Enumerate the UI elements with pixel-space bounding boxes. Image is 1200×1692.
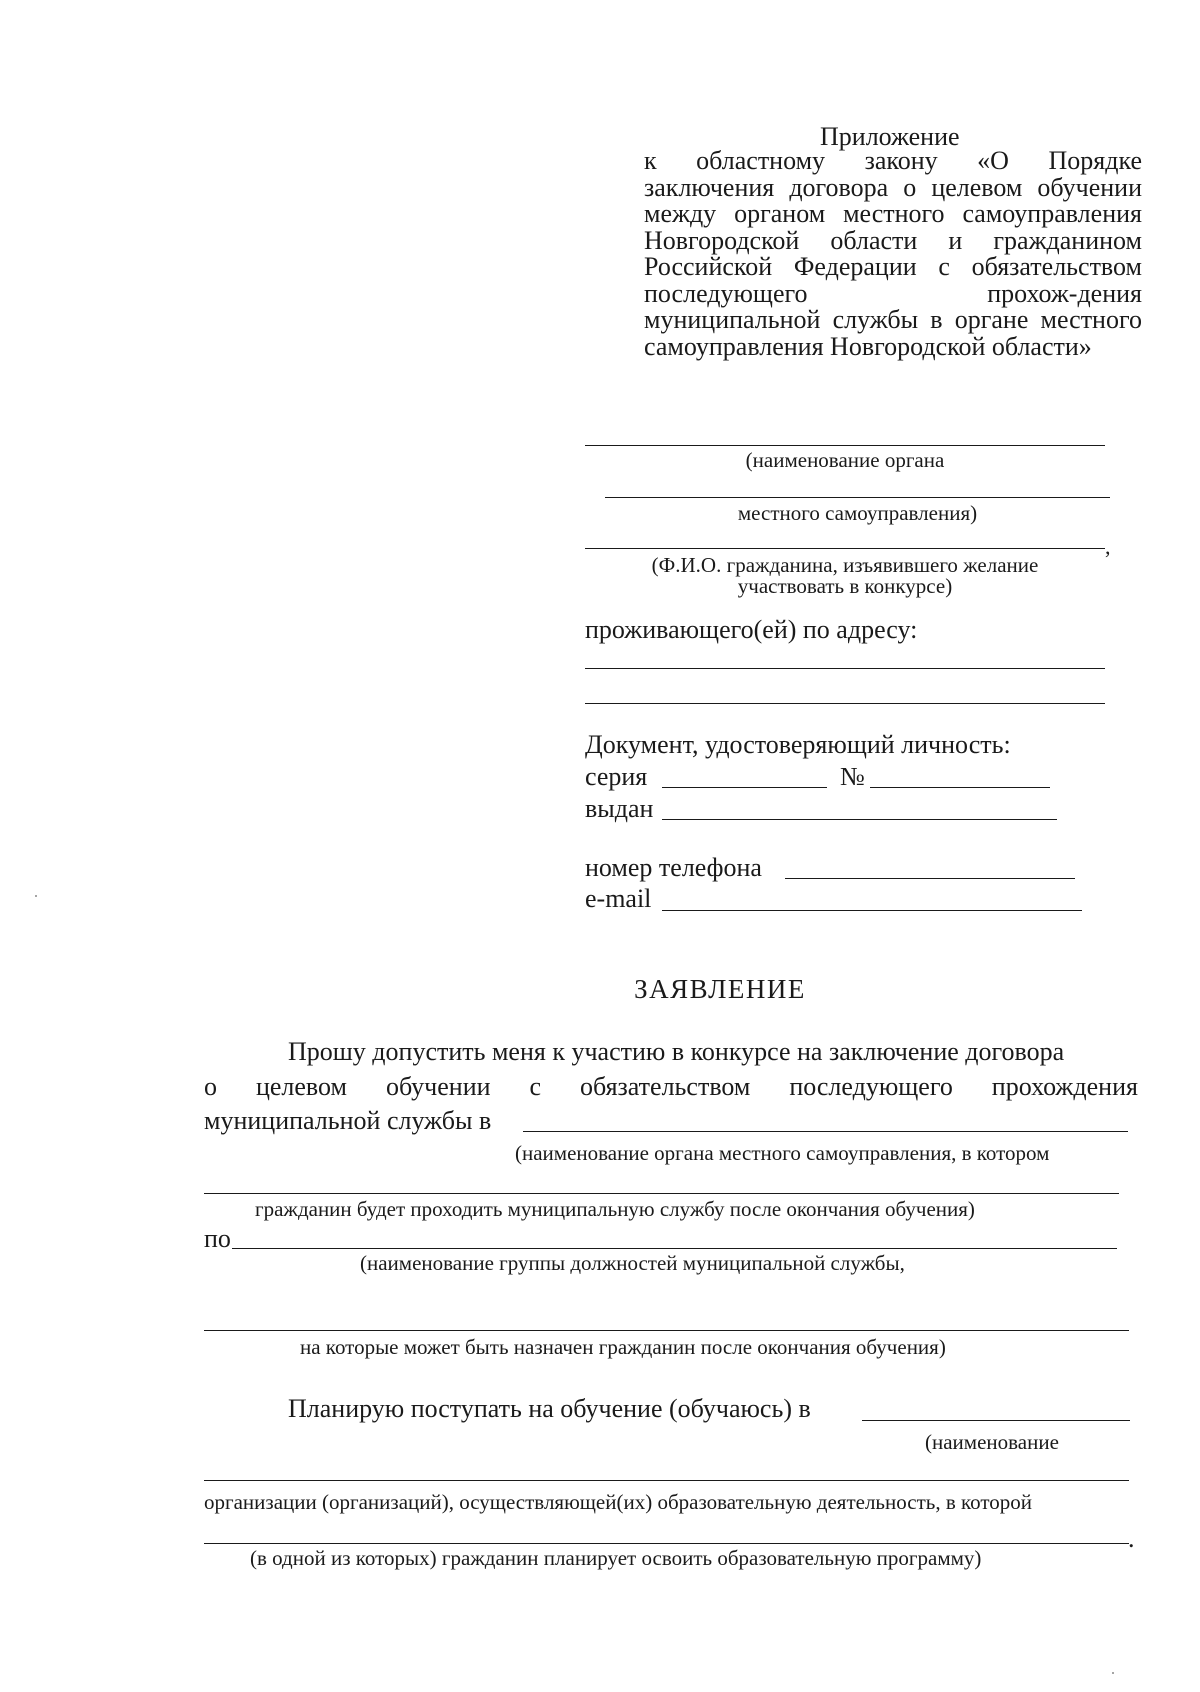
statement-p1-line3: муниципальной службы в bbox=[204, 1106, 492, 1135]
group-caption-1: (наименование группы должностей муниципальной службы, bbox=[360, 1251, 905, 1275]
org-caption-2: гражданин будет проходить муниципальную службу после окончания обучения) bbox=[255, 1197, 975, 1221]
body-name-caption-2: местного самоуправления) bbox=[737, 501, 978, 525]
phone-field[interactable] bbox=[785, 878, 1075, 879]
municipal-body-field-2[interactable] bbox=[204, 1193, 1119, 1194]
org-caption-1: (наименование органа местного самоуправления, в котором bbox=[515, 1141, 1050, 1165]
series-field[interactable] bbox=[662, 787, 827, 788]
address-line-1[interactable] bbox=[585, 668, 1105, 669]
plan-line: Планирую поступать на обучение (обучаюсь) в bbox=[288, 1394, 811, 1423]
email-label: e-mail bbox=[585, 884, 652, 913]
issued-label: выдан bbox=[585, 794, 654, 823]
appendix-body: к областному закону «О Порядке заключения договора о целевом обучении между органом местного самоуправления Новгородской области и гражданином Российской Федерации с обязательством последующего прохож-дения муниципальной службы в органе местного самоуправления Новгородской области» bbox=[644, 146, 1142, 361]
edu-org-field-3[interactable] bbox=[204, 1543, 1129, 1544]
body-name-caption-1: (наименование органа bbox=[745, 448, 945, 472]
residing-label: проживающего(ей) по адресу: bbox=[585, 615, 918, 644]
statement-heading: ЗАЯВЛЕНИЕ bbox=[634, 974, 806, 1004]
body-name-line-1[interactable] bbox=[585, 445, 1105, 446]
fio-caption-1: (Ф.И.О. гражданина, изъявившего желание bbox=[651, 553, 1039, 577]
edu-org-field-2[interactable] bbox=[204, 1480, 1129, 1481]
phone-label: номер телефона bbox=[585, 853, 762, 882]
scan-speck bbox=[1112, 1672, 1114, 1674]
position-group-field-2[interactable] bbox=[204, 1330, 1129, 1331]
p1-word: последующего bbox=[789, 1072, 953, 1101]
fio-caption-2: участвовать в конкурсе) bbox=[737, 574, 953, 598]
p1-word: прохождения bbox=[991, 1072, 1138, 1101]
p1-word: обучении bbox=[385, 1072, 491, 1101]
municipal-body-field[interactable] bbox=[523, 1131, 1128, 1132]
group-caption-2: на которые может быть назначен гражданин после окончания обучения) bbox=[300, 1335, 946, 1359]
edu-org-field[interactable] bbox=[862, 1420, 1130, 1421]
p1-word: с bbox=[529, 1072, 542, 1101]
edu-caption-1: (наименование bbox=[925, 1430, 1059, 1454]
fio-line[interactable] bbox=[585, 548, 1105, 549]
p1-word: целевом bbox=[255, 1072, 347, 1101]
edu-caption-2: организации (организаций), осуществляющей(их) образовательную деятельность, в которой bbox=[204, 1490, 1033, 1514]
p1-word: обязательством bbox=[580, 1072, 751, 1101]
statement-p1-line2 bbox=[204, 1074, 1138, 1100]
id-document-label: Документ, удостоверяющий личность: bbox=[585, 730, 1011, 759]
edu-caption-3: (в одной из которых) гражданин планирует освоить образовательную программу) bbox=[250, 1546, 982, 1570]
body-name-line-2[interactable] bbox=[605, 497, 1110, 498]
statement-p1-line1: Прошу допустить меня к участию в конкурсе на заключение договора bbox=[288, 1037, 1065, 1066]
scan-speck bbox=[35, 895, 37, 897]
fio-comma: , bbox=[1105, 534, 1111, 559]
email-field[interactable] bbox=[662, 910, 1082, 911]
address-line-2[interactable] bbox=[585, 703, 1105, 704]
number-label: № bbox=[840, 762, 865, 791]
edu-period: . bbox=[1128, 1524, 1135, 1553]
appendix-title: Приложение bbox=[820, 122, 960, 151]
series-label: серия bbox=[585, 762, 648, 791]
issued-field[interactable] bbox=[662, 819, 1057, 820]
number-field[interactable] bbox=[870, 787, 1050, 788]
p1-word: о bbox=[204, 1072, 217, 1101]
position-group-field[interactable] bbox=[232, 1248, 1117, 1249]
po-label: по bbox=[204, 1224, 231, 1253]
